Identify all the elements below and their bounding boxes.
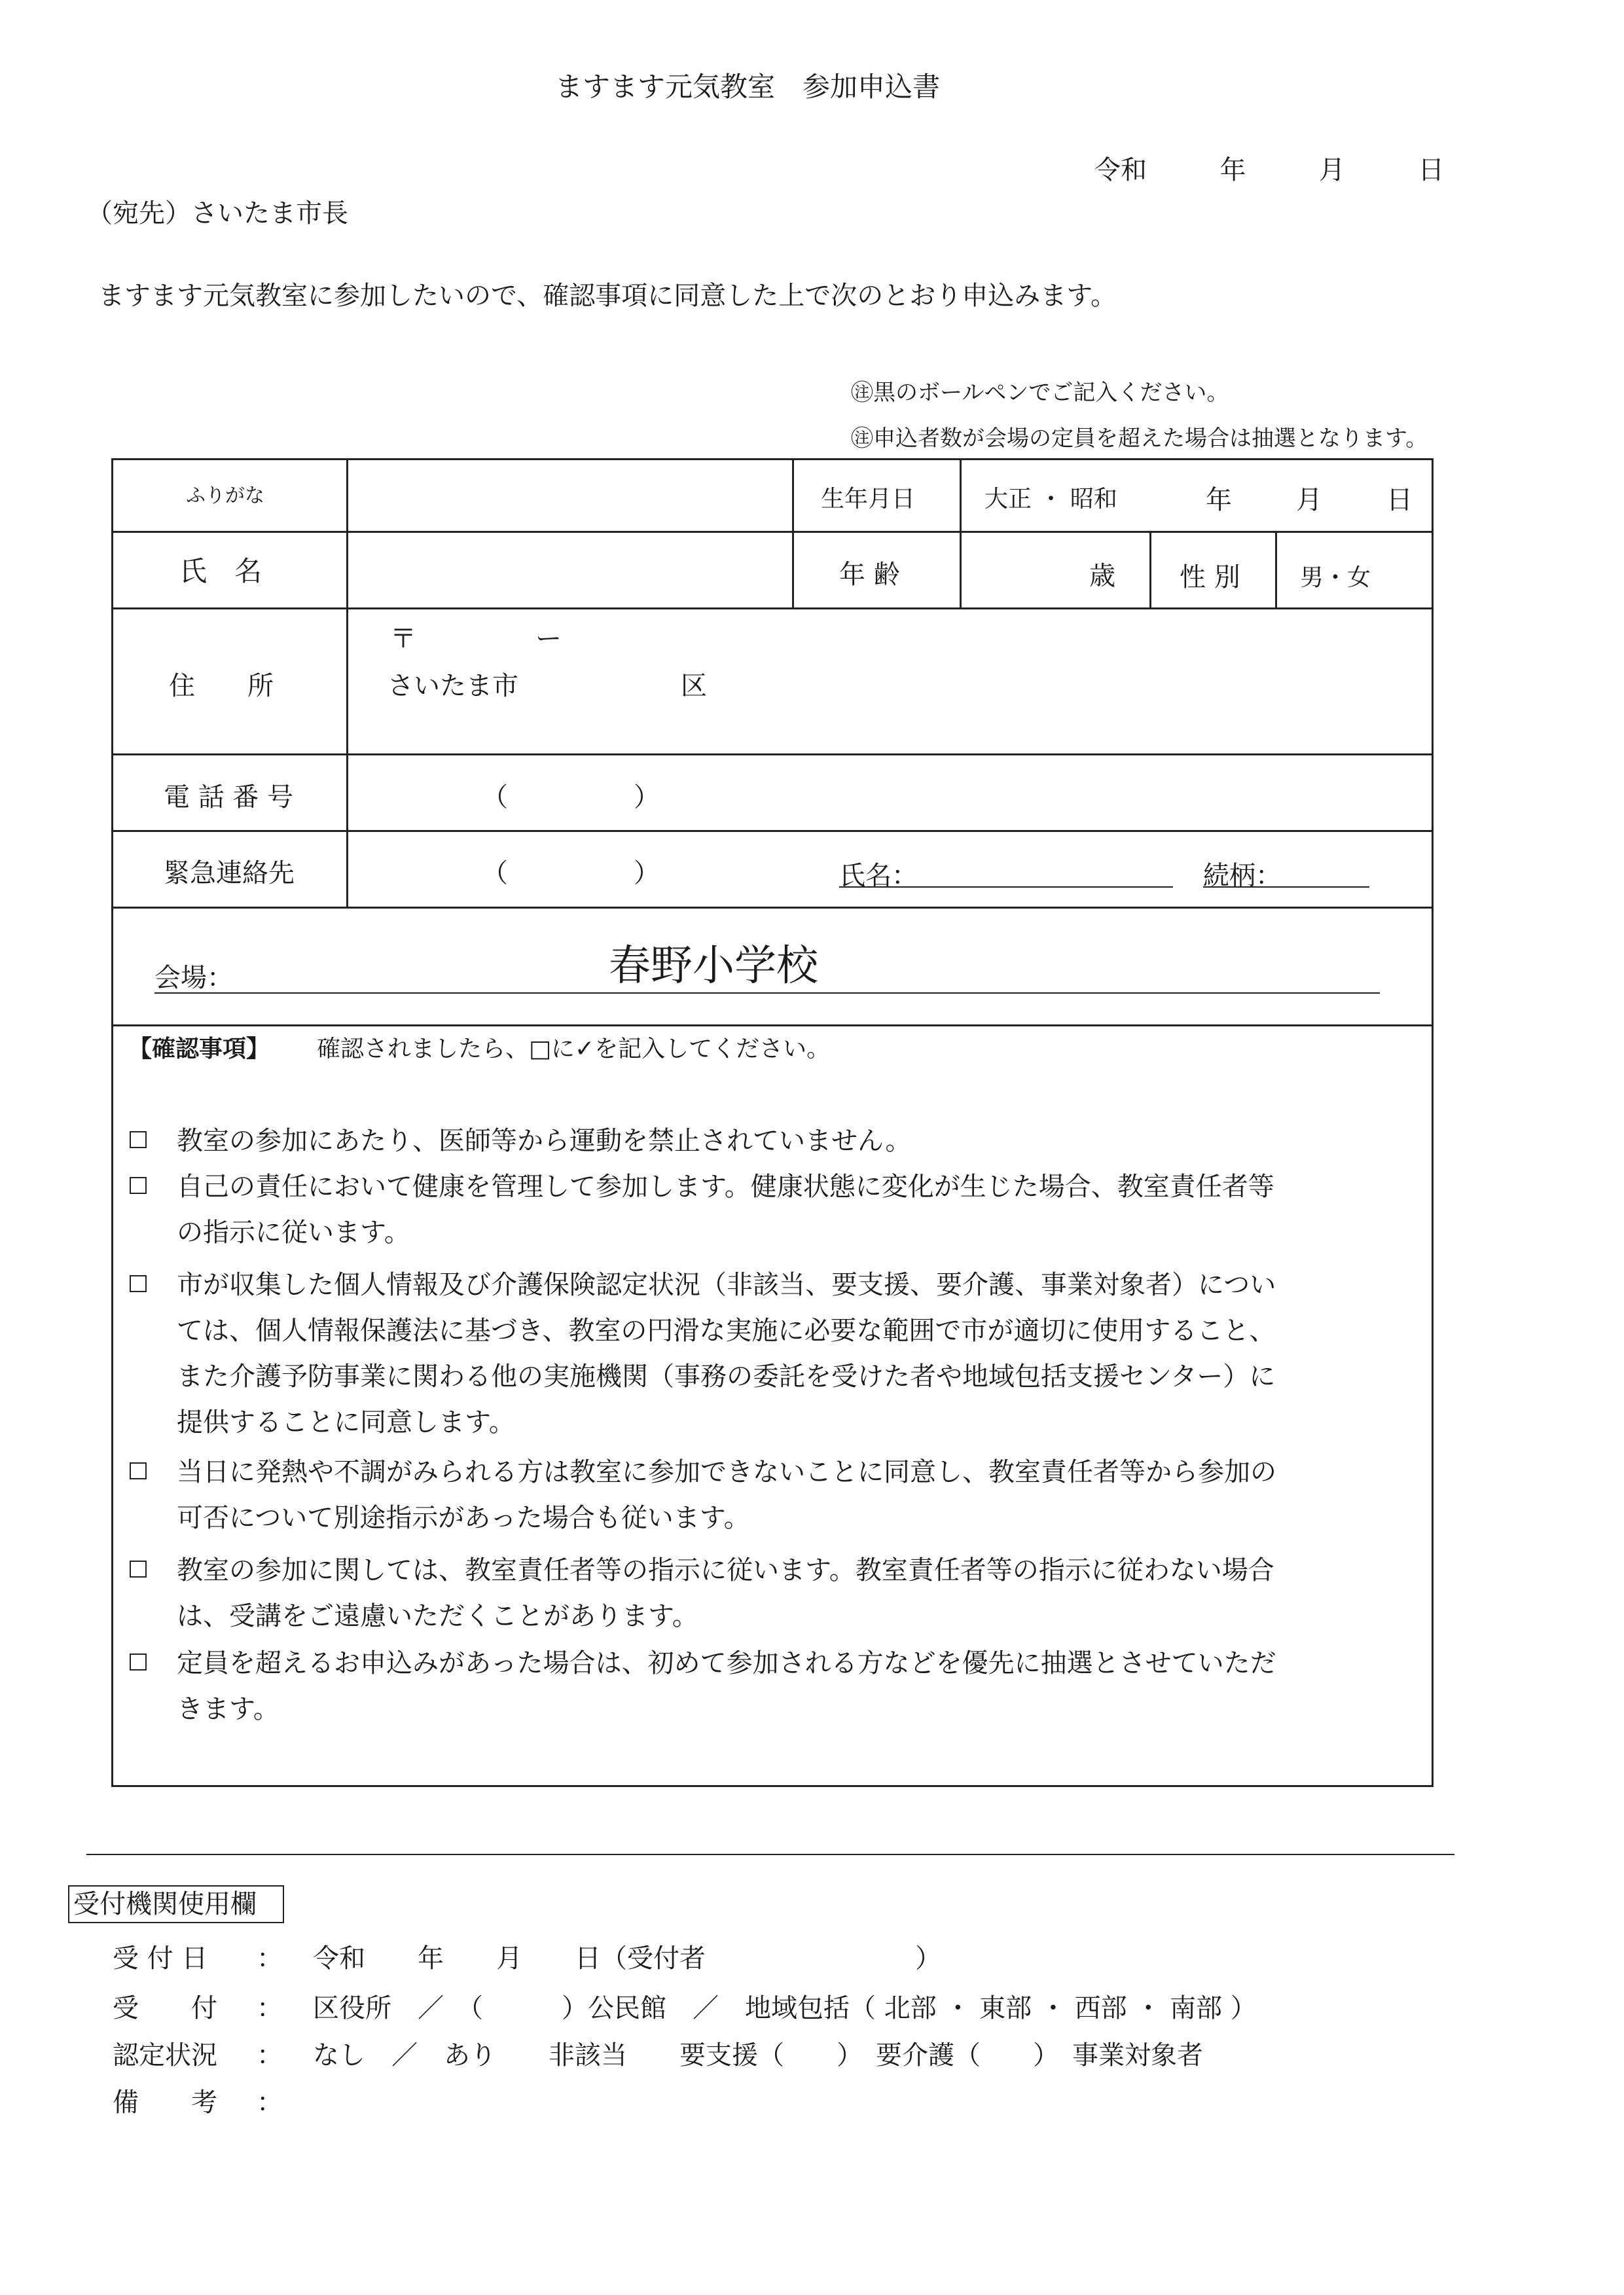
furigana-field[interactable] — [348, 462, 788, 528]
reception-title: 受付機関使用欄 — [68, 1885, 284, 1923]
emergency-label: 緊急連絡先 — [164, 858, 295, 888]
postal-mark: 〒 — [390, 624, 416, 654]
furigana-label: ふりがな — [186, 484, 264, 507]
phone-close-paren: ） — [634, 782, 660, 812]
age-label: 年 齢 — [839, 560, 900, 590]
emergency-close-paren: ） — [634, 858, 660, 888]
age-unit: 歳 — [1089, 561, 1115, 591]
confirm-item-3-line-4: 提供することに同意します。 — [177, 1407, 515, 1437]
contact-name-label: 氏名： — [839, 861, 918, 891]
reception-row-date-label: 受 付 日 — [113, 1943, 208, 1974]
confirm-item-3-line-3: また介護予防事業に関わる他の実施機関（事務の委託を受けた者や地域包括支援センター）に — [177, 1362, 1276, 1392]
name-label: 氏 名 — [179, 555, 262, 587]
address-field[interactable] — [589, 609, 1427, 746]
date-line — [1094, 149, 1444, 187]
colon: ： — [257, 2040, 283, 2070]
note-lottery: ㊟申込者数が会場の定員を超えた場合は抽選となります。 — [851, 425, 1428, 452]
confirm-item-3-line-1: 市が収集した個人情報及び介護保険認定状況（非該当、要支援、要介護、事業対象者）につい — [177, 1270, 1276, 1300]
checkbox[interactable] — [130, 1177, 147, 1194]
venue-name: 春野小学校 — [609, 942, 818, 990]
venue-label: 会場： — [154, 963, 233, 993]
confirm-item-6-line-2: きます。 — [177, 1694, 280, 1724]
date-day: 日 — [1418, 155, 1445, 185]
birthdate-day: 日 — [1386, 485, 1413, 515]
confirm-item-6-line-1: 定員を超えるお申込みがあった場合は、初めて参加される方などを優先に抽選とさせていただ — [177, 1648, 1276, 1678]
reception-row-certification-value: なし ／ あり 非該当 要支援（ ） 要介護（ ） 事業対象者 — [313, 2040, 1203, 2070]
checkbox[interactable] — [130, 1561, 147, 1578]
reception-row-remarks-label: 備 考 — [113, 2087, 217, 2118]
birthdate-label: 生年月日 — [821, 486, 916, 513]
confirm-item-1-line-1: 教室の参加にあたり、医師等から運動を禁止されていません。 — [177, 1126, 912, 1156]
sex-options[interactable]: 男・女 — [1300, 564, 1371, 591]
address-label: 住 所 — [169, 671, 274, 701]
emergency-open-paren: （ — [482, 858, 508, 888]
ward-label: 区 — [681, 671, 707, 701]
checkbox[interactable] — [130, 1462, 147, 1479]
confirm-item-2-line-2: の指示に従います。 — [177, 1218, 410, 1248]
colon: ： — [257, 1993, 283, 2023]
colon: ： — [257, 2087, 283, 2118]
phone-label: 電 話 番 号 — [164, 782, 294, 812]
date-era: 令和 — [1094, 155, 1147, 185]
relation-label: 続柄： — [1203, 861, 1282, 891]
birthdate-month: 月 — [1296, 485, 1322, 515]
reception-row-date-value: 令和 年 月 日（受付者 ） — [313, 1943, 941, 1974]
confirm-item-3-line-2: ては、個人情報保護法に基づき、教室の円滑な実施に必要な範囲で市が適切に使用すること、 — [177, 1316, 1276, 1346]
city-label: さいたま市 — [388, 671, 518, 701]
contact-name-field[interactable] — [929, 844, 1173, 885]
confirm-item-4-line-1: 当日に発熱や不調がみられる方は教室に参加できないことに同意し、教室責任者等から参加の — [177, 1457, 1276, 1487]
confirm-item-5-line-1: 教室の参加に関しては、教室責任者等の指示に従います。教室責任者等の指示に従わない場合 — [177, 1555, 1274, 1585]
name-field[interactable] — [348, 532, 788, 604]
confirmation-instruction: 確認されましたら、□に✓を記入してください。 — [317, 1036, 831, 1062]
section-divider — [86, 1854, 1454, 1855]
confirmation-heading: 【確認事項】 — [128, 1036, 270, 1062]
reception-row-certification-label: 認定状況 — [113, 2040, 217, 2070]
confirm-item-4-line-2: 可否について別途指示があった場合も従います。 — [177, 1503, 750, 1533]
reception-row-office-label: 受 付 — [113, 1993, 217, 2023]
postal-dash: ー — [535, 624, 562, 654]
checkbox[interactable] — [130, 1275, 147, 1292]
phone-field[interactable] — [348, 759, 1428, 827]
colon: ： — [257, 1943, 283, 1974]
birthdate-year: 年 — [1206, 485, 1232, 515]
confirm-item-2-line-1: 自己の責任において健康を管理して参加します。健康状態に変化が生じた場合、教室責任者等 — [177, 1172, 1274, 1202]
checkbox[interactable] — [130, 1131, 147, 1148]
checkbox[interactable] — [130, 1653, 147, 1671]
relation-field[interactable] — [1283, 844, 1369, 885]
date-month: 月 — [1318, 155, 1345, 185]
birthdate-era-options[interactable]: 大正 ・ 昭和 — [984, 486, 1117, 513]
confirm-item-5-line-2: は、受講をご遠慮いただくことがあります。 — [177, 1601, 698, 1631]
reception-row-office-value: 区役所 ／ （ ）公民館 ／ 地域包括（ 北部 ・ 東部 ・ 西部 ・ 南部 ） — [313, 1993, 1257, 2023]
note-ballpoint: ㊟黒のボールペンでご記入ください。 — [851, 380, 1229, 406]
addressee: （宛先）さいたま市長 — [86, 198, 348, 228]
date-year: 年 — [1219, 155, 1246, 185]
phone-open-paren: （ — [482, 782, 508, 812]
sex-label: 性 別 — [1180, 562, 1240, 592]
intro-text: ますます元気教室に参加したいので、確認事項に同意した上で次のとおり申込みます。 — [98, 281, 1117, 311]
page-title: ますます元気教室 参加申込書 — [555, 71, 941, 103]
